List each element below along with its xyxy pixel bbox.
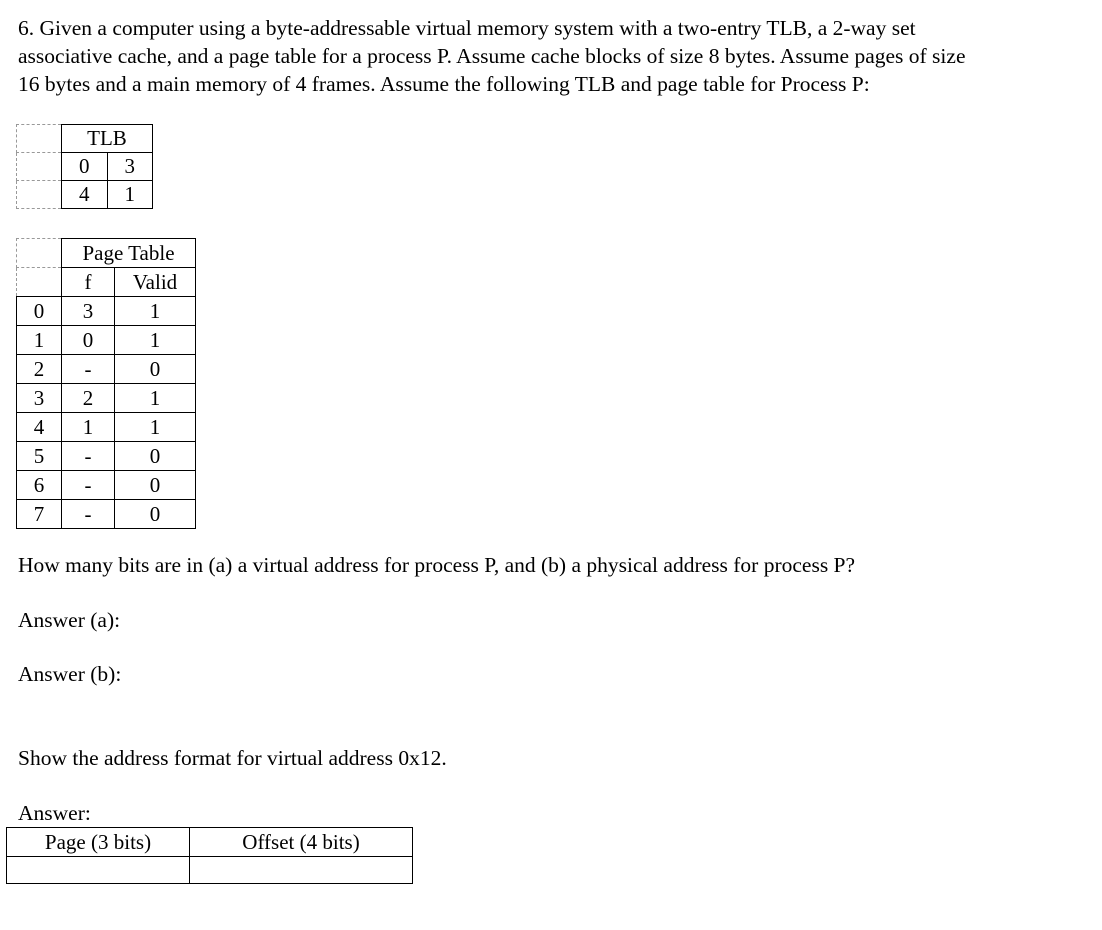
frame-cell: - bbox=[62, 355, 115, 384]
table-row bbox=[17, 355, 196, 384]
page-index: 1 bbox=[17, 326, 62, 355]
table-row bbox=[17, 384, 196, 413]
valid-cell: 1 bbox=[115, 384, 196, 413]
page-index: 5 bbox=[17, 442, 62, 471]
offset-bits-input[interactable] bbox=[190, 857, 413, 884]
address-format-section bbox=[6, 827, 413, 884]
page-table-title: Page Table bbox=[62, 239, 196, 268]
page-bits-input[interactable] bbox=[7, 857, 190, 884]
tlb-cell-frame: 3 bbox=[107, 153, 153, 181]
tlb-section bbox=[16, 124, 153, 209]
table-row bbox=[17, 500, 196, 529]
tlb-cell-page: 4 bbox=[62, 181, 108, 209]
valid-cell: 1 bbox=[115, 413, 196, 442]
table-row bbox=[17, 471, 196, 500]
frame-cell: - bbox=[62, 500, 115, 529]
valid-cell: 0 bbox=[115, 471, 196, 500]
tlb-cell-frame: 1 bbox=[107, 181, 153, 209]
table-row bbox=[17, 297, 196, 326]
frame-cell: 1 bbox=[62, 413, 115, 442]
frame-cell: - bbox=[62, 442, 115, 471]
table-row bbox=[17, 326, 196, 355]
answer-label: Answer: bbox=[18, 801, 91, 825]
page-bits-header: Page (3 bits) bbox=[7, 828, 190, 857]
frame-cell: 3 bbox=[62, 297, 115, 326]
valid-cell: 0 bbox=[115, 442, 196, 471]
question-line-3: 16 bytes and a main memory of 4 frames. Assume the following TLB and page table for Process P: bbox=[18, 72, 870, 96]
valid-cell: 0 bbox=[115, 355, 196, 384]
page-table-header-f: f bbox=[62, 268, 115, 297]
address-format-table bbox=[6, 827, 413, 884]
page-index: 3 bbox=[17, 384, 62, 413]
tlb-table bbox=[16, 124, 153, 209]
format-question: Show the address format for virtual address 0x12. bbox=[18, 746, 447, 770]
page-index: 4 bbox=[17, 413, 62, 442]
page-index: 0 bbox=[17, 297, 62, 326]
valid-cell: 0 bbox=[115, 500, 196, 529]
page-index: 7 bbox=[17, 500, 62, 529]
tlb-title: TLB bbox=[62, 125, 153, 153]
page-index: 2 bbox=[17, 355, 62, 384]
answer-a-label: Answer (a): bbox=[18, 608, 121, 632]
page-table bbox=[16, 238, 196, 529]
valid-cell: 1 bbox=[115, 326, 196, 355]
tlb-row bbox=[17, 181, 153, 209]
frame-cell: 0 bbox=[62, 326, 115, 355]
question-text bbox=[18, 14, 1093, 98]
page-index: 6 bbox=[17, 471, 62, 500]
tlb-row bbox=[17, 153, 153, 181]
frame-cell: 2 bbox=[62, 384, 115, 413]
answer-b-label: Answer (b): bbox=[18, 662, 122, 686]
tlb-cell-page: 0 bbox=[62, 153, 108, 181]
table-row bbox=[17, 413, 196, 442]
page-table-header-valid: Valid bbox=[115, 268, 196, 297]
valid-cell: 1 bbox=[115, 297, 196, 326]
bits-question: How many bits are in (a) a virtual address for process P, and (b) a physical address for process P? bbox=[18, 553, 856, 577]
question-line-2: associative cache, and a page table for a process P. Assume cache blocks of size 8 bytes. Assume pages of size bbox=[18, 44, 966, 68]
offset-bits-header: Offset (4 bits) bbox=[190, 828, 413, 857]
table-row bbox=[17, 442, 196, 471]
question-line-1: 6. Given a computer using a byte-addressable virtual memory system with a two-entry TLB, a 2-way set bbox=[18, 16, 916, 40]
frame-cell: - bbox=[62, 471, 115, 500]
page-table-section bbox=[16, 238, 196, 529]
